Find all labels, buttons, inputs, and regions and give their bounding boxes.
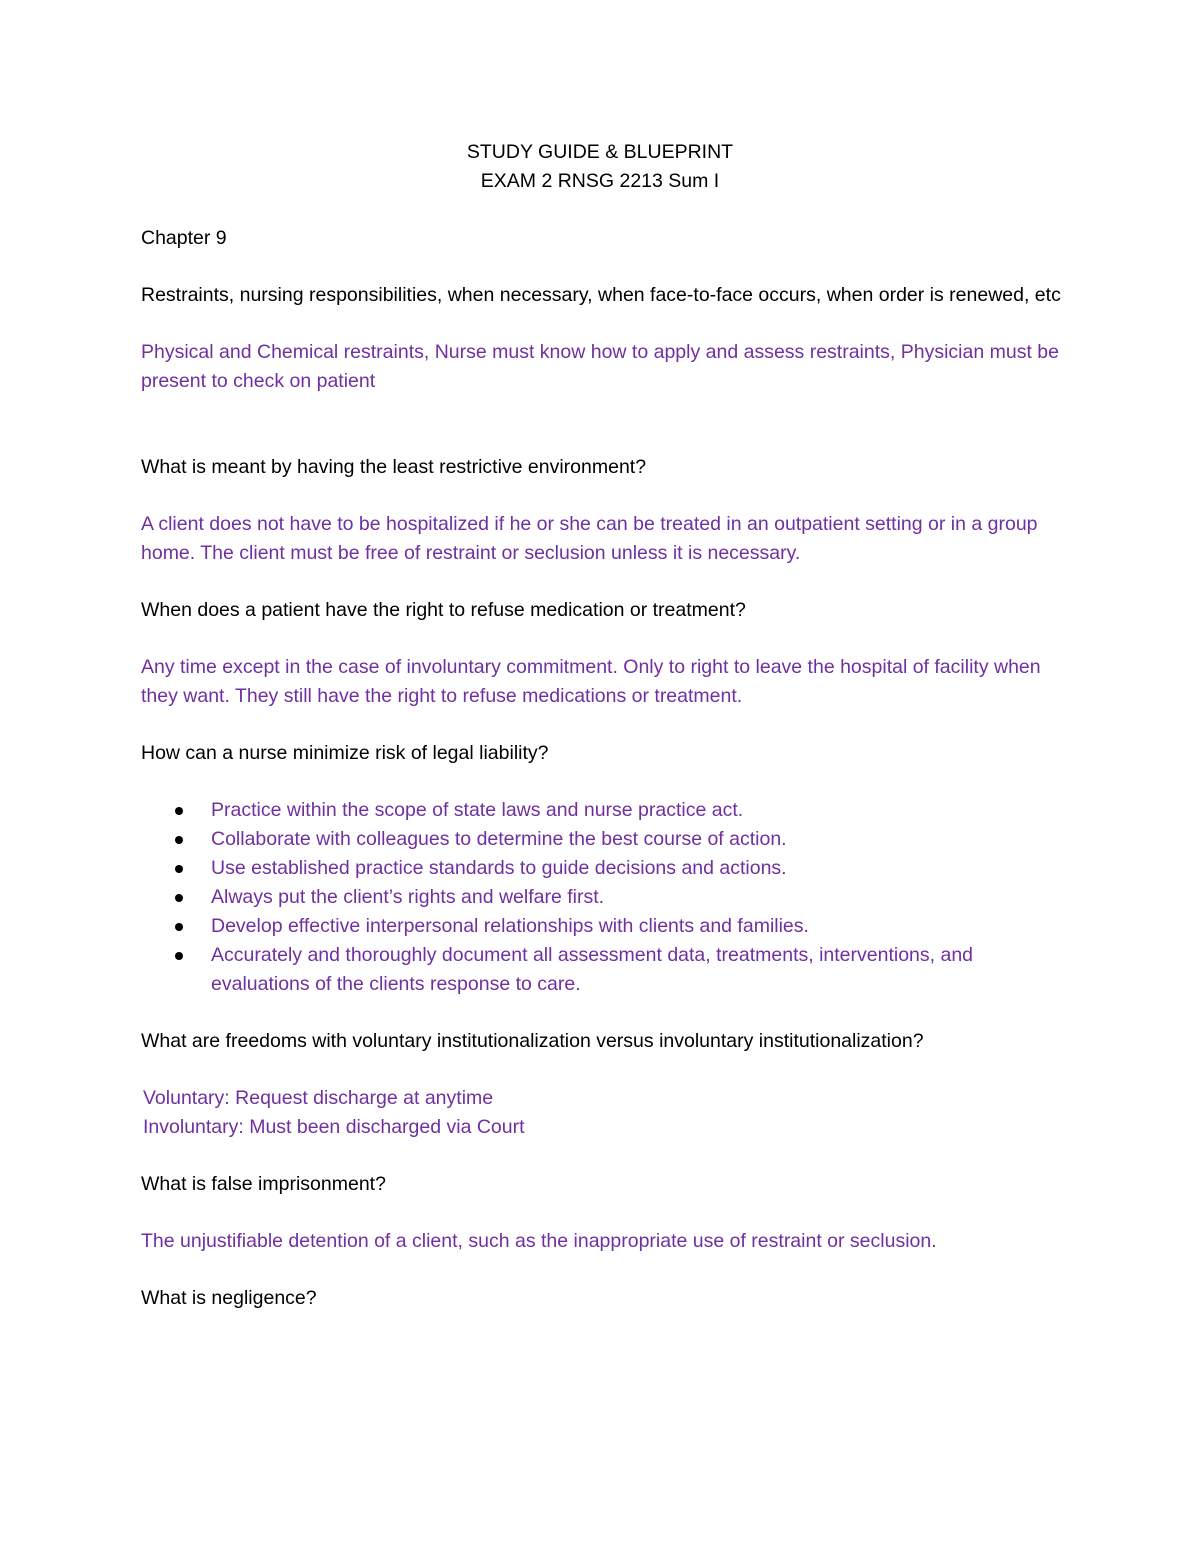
list-item-text: Collaborate with colleagues to determine the best course of action.: [211, 828, 787, 850]
freedoms-answer: [141, 1084, 1061, 1142]
bullet-icon: [175, 807, 183, 815]
bullet-icon: [175, 865, 183, 873]
list-item: [141, 796, 1061, 825]
document-header: [0, 138, 1200, 196]
list-item: [141, 883, 1061, 912]
list-item: [141, 854, 1061, 883]
liability-bullet-list: [141, 796, 1061, 999]
list-item-text: Practice within the scope of state laws and nurse practice act.: [211, 799, 744, 821]
document-body: [141, 138, 1061, 1313]
bullet-icon: [175, 923, 183, 931]
restraints-answer: Physical and Chemical restraints, Nurse must know how to apply and assess restraints, Physician must be present to check on patient: [141, 341, 1059, 392]
list-item: [141, 825, 1061, 854]
involuntary-answer: Involuntary: Must been discharged via Court: [143, 1116, 525, 1138]
list-item-text: Always put the client’s rights and welfare first.: [211, 886, 605, 908]
refuse-question: When does a patient have the right to refuse medication or treatment?: [141, 599, 746, 621]
chapter-heading: Chapter 9: [141, 227, 227, 249]
list-item: [141, 912, 1061, 941]
document-subtitle: EXAM 2 RNSG 2213 Sum I: [480, 170, 720, 192]
list-item-text: Use established practice standards to guide decisions and actions.: [211, 857, 787, 879]
least-restrictive-question: What is meant by having the least restrictive environment?: [141, 456, 647, 478]
list-item-text: Develop effective interpersonal relationships with clients and families.: [211, 915, 809, 937]
bullet-icon: [175, 894, 183, 902]
refuse-answer: Any time except in the case of involuntary commitment. Only to right to leave the hospital of facility when they want. They still have the right to refuse medications or treatment.: [141, 656, 1041, 707]
false-imprisonment-question: What is false imprisonment?: [141, 1173, 386, 1195]
false-imprisonment-answer: The unjustifiable detention of a client, such as the inappropriate use of restraint or seclusion.: [141, 1230, 937, 1252]
freedoms-question: What are freedoms with voluntary institutionalization versus involuntary institutionalization?: [141, 1030, 924, 1052]
bullet-icon: [175, 952, 183, 960]
list-item-text: Accurately and thoroughly document all assessment data, treatments, interventions, and evaluations of the clients response to care.: [211, 944, 974, 995]
list-item: [141, 941, 1061, 999]
least-restrictive-answer: A client does not have to be hospitalized if he or she can be treated in an outpatient setting or in a group home. The client must be free of restraint or seclusion unless it is necessary.: [141, 513, 1038, 564]
negligence-question: What is negligence?: [141, 1287, 317, 1309]
restraints-prompt: Restraints, nursing responsibilities, when necessary, when face-to-face occurs, when order is renewed, etc: [141, 284, 1061, 306]
bullet-icon: [175, 836, 183, 844]
document-title: STUDY GUIDE & BLUEPRINT: [466, 141, 734, 163]
liability-question: How can a nurse minimize risk of legal liability?: [141, 742, 549, 764]
voluntary-answer: Voluntary: Request discharge at anytime: [143, 1087, 494, 1109]
